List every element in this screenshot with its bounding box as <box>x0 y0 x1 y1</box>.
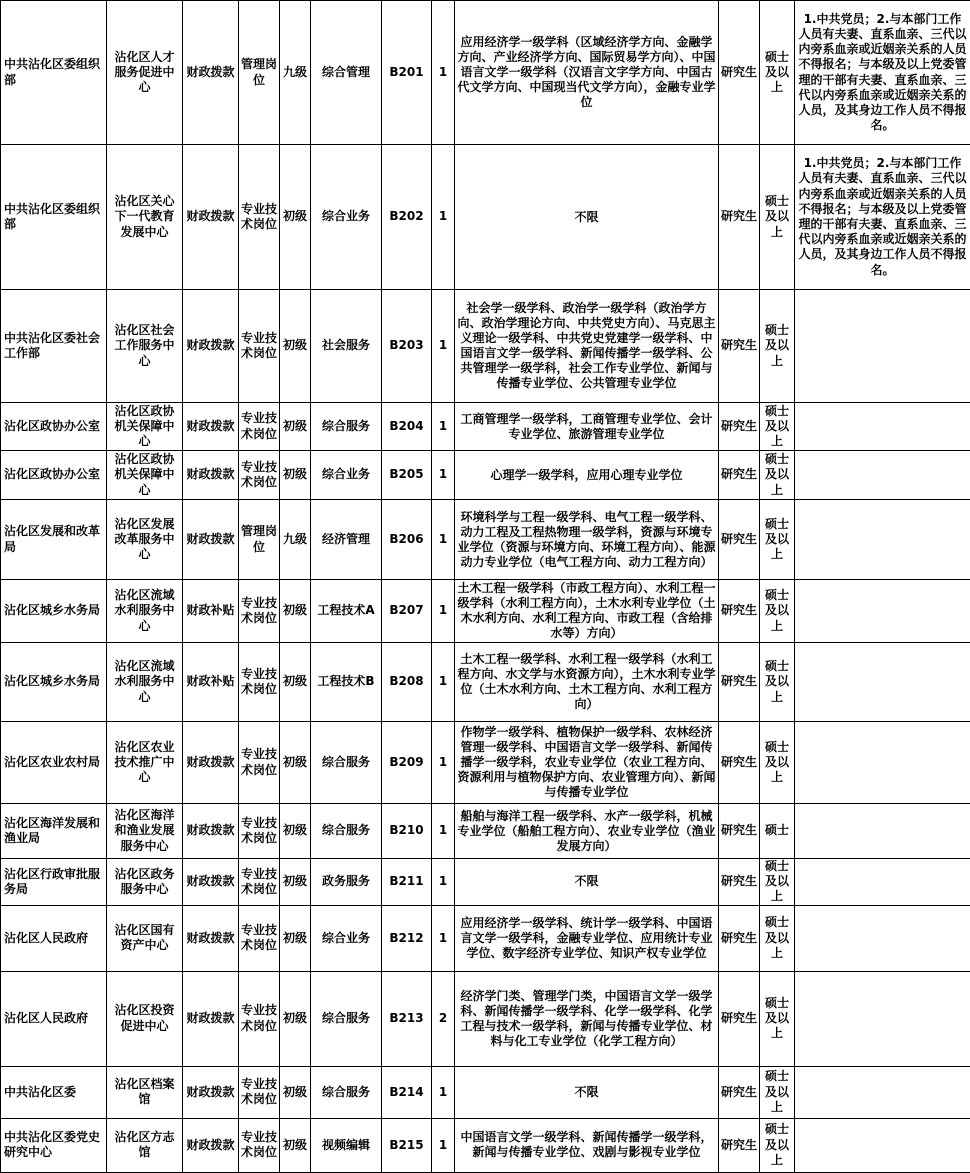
position-cell: 社会服务 <box>311 290 382 403</box>
category-cell: 专业技术岗位 <box>239 971 280 1066</box>
education-cell: 研究生 <box>719 1118 760 1172</box>
other-cell: 1.中共党员；2.与本部门工作人员有夫妻、直系血亲、三代以内旁系血亲或近姻亲关系的人员不得报名；与本级及以上党委管理的干部有夫妻、直系血亲、三代以内旁系血亲或近姻亲关系的人员，及其身边工作人员不得报名。 <box>795 1 970 145</box>
dept-cell: 中共沾化区委党史研究中心 <box>1 1118 107 1172</box>
unit-cell: 沾化区关心下一代教育发展中心 <box>107 145 183 290</box>
education-cell: 研究生 <box>719 500 760 580</box>
other-cell <box>795 1066 970 1118</box>
category-cell: 专业技术岗位 <box>239 643 280 722</box>
dept-cell: 中共沾化区委组织部 <box>1 145 107 290</box>
count-cell: 1 <box>432 290 455 403</box>
table-row <box>1 145 970 290</box>
unit-cell: 沾化区发展改革服务中心 <box>107 500 183 580</box>
level-cell: 初级 <box>280 145 311 290</box>
level-cell: 初级 <box>280 580 311 643</box>
category-cell: 专业技术岗位 <box>239 905 280 971</box>
funding-cell: 财政拨款 <box>183 859 239 906</box>
degree-cell: 硕士及以上 <box>760 403 795 451</box>
code-cell: B205 <box>382 451 432 500</box>
level-cell: 九级 <box>280 1 311 145</box>
position-cell: 综合业务 <box>311 451 382 500</box>
category-cell: 专业技术岗位 <box>239 804 280 859</box>
unit-cell: 沾化区政协机关保障中心 <box>107 403 183 451</box>
major-cell: 心理学一级学科，应用心理专业学位 <box>455 451 719 500</box>
major-cell: 土木工程一级学科（市政工程方向）、水利工程一级学科（水利工程方向），土木水利专业学位（土木水利方向、水利工程方向、市政工程（含给排水等）方向） <box>455 580 719 643</box>
dept-cell: 中共沾化区委组织部 <box>1 1 107 145</box>
major-cell: 不限 <box>455 859 719 906</box>
category-cell: 专业技术岗位 <box>239 580 280 643</box>
table-row <box>1 1118 970 1172</box>
code-cell: B207 <box>382 580 432 643</box>
education-cell: 研究生 <box>719 1066 760 1118</box>
unit-cell: 沾化区流域水利服务中心 <box>107 643 183 722</box>
code-cell: B209 <box>382 722 432 804</box>
other-cell <box>795 859 970 906</box>
position-cell: 综合服务 <box>311 971 382 1066</box>
unit-cell: 沾化区社会工作服务中心 <box>107 290 183 403</box>
funding-cell: 财政拨款 <box>183 1 239 145</box>
major-cell: 环境科学与工程一级学科、电气工程一级学科、动力工程及工程热物理一级学科，资源与环境专业学位（资源与环境方向、环境工程方向）、能源动力专业学位（电气工程方向、动力工程方向） <box>455 500 719 580</box>
other-cell <box>795 580 970 643</box>
count-cell: 1 <box>432 145 455 290</box>
unit-cell: 沾化区国有资产中心 <box>107 905 183 971</box>
position-cell: 综合业务 <box>311 905 382 971</box>
level-cell: 初级 <box>280 971 311 1066</box>
level-cell: 初级 <box>280 290 311 403</box>
position-cell: 综合业务 <box>311 145 382 290</box>
degree-cell: 硕士 <box>760 804 795 859</box>
level-cell: 九级 <box>280 500 311 580</box>
other-cell <box>795 290 970 403</box>
other-cell <box>795 971 970 1066</box>
table-row <box>1 905 970 971</box>
position-cell: 政务服务 <box>311 859 382 906</box>
education-cell: 研究生 <box>719 971 760 1066</box>
major-cell: 土木工程一级学科、水利工程一级学科（水利工程方向、水文学与水资源方向），土木水利专业学位（土木水利方向、土木工程方向、水利工程方向） <box>455 643 719 722</box>
position-cell: 综合服务 <box>311 804 382 859</box>
education-cell: 研究生 <box>719 145 760 290</box>
level-cell: 初级 <box>280 859 311 906</box>
degree-cell: 硕士及以上 <box>760 500 795 580</box>
position-cell: 综合服务 <box>311 722 382 804</box>
category-cell: 专业技术岗位 <box>239 451 280 500</box>
other-cell <box>795 1118 970 1172</box>
level-cell: 初级 <box>280 403 311 451</box>
count-cell: 1 <box>432 859 455 906</box>
dept-cell: 沾化区政协办公室 <box>1 403 107 451</box>
dept-cell: 沾化区人民政府 <box>1 905 107 971</box>
education-cell: 研究生 <box>719 403 760 451</box>
position-cell: 综合服务 <box>311 403 382 451</box>
degree-cell: 硕士及以上 <box>760 580 795 643</box>
table-row <box>1 580 970 643</box>
other-cell <box>795 403 970 451</box>
count-cell: 1 <box>432 905 455 971</box>
dept-cell: 沾化区农业农村局 <box>1 722 107 804</box>
category-cell: 专业技术岗位 <box>239 1066 280 1118</box>
funding-cell: 财政拨款 <box>183 905 239 971</box>
count-cell: 1 <box>432 580 455 643</box>
education-cell: 研究生 <box>719 451 760 500</box>
education-cell: 研究生 <box>719 804 760 859</box>
unit-cell: 沾化区政协机关保障中心 <box>107 451 183 500</box>
table-row <box>1 403 970 451</box>
funding-cell: 财政拨款 <box>183 403 239 451</box>
code-cell: B204 <box>382 403 432 451</box>
funding-cell: 财政拨款 <box>183 804 239 859</box>
dept-cell: 沾化区行政审批服务局 <box>1 859 107 906</box>
degree-cell: 硕士及以上 <box>760 971 795 1066</box>
count-cell: 1 <box>432 1066 455 1118</box>
table-row <box>1 859 970 906</box>
level-cell: 初级 <box>280 1118 311 1172</box>
major-cell: 不限 <box>455 145 719 290</box>
unit-cell: 沾化区政务服务中心 <box>107 859 183 906</box>
count-cell: 1 <box>432 804 455 859</box>
other-cell <box>795 804 970 859</box>
degree-cell: 硕士及以上 <box>760 145 795 290</box>
dept-cell: 沾化区政协办公室 <box>1 451 107 500</box>
major-cell: 作物学一级学科、植物保护一级学科、农林经济管理一级学科、中国语言文学一级学科、新闻传播学一级学科，农业专业学位（农业工程方向、资源利用与植物保护方向、农业管理方向）、新闻与传播专业学位 <box>455 722 719 804</box>
other-cell <box>795 500 970 580</box>
code-cell: B208 <box>382 643 432 722</box>
education-cell: 研究生 <box>719 643 760 722</box>
code-cell: B212 <box>382 905 432 971</box>
count-cell: 1 <box>432 500 455 580</box>
code-cell: B215 <box>382 1118 432 1172</box>
unit-cell: 沾化区方志馆 <box>107 1118 183 1172</box>
table-row <box>1 1 970 145</box>
degree-cell: 硕士及以上 <box>760 905 795 971</box>
education-cell: 研究生 <box>719 580 760 643</box>
major-cell: 应用经济学一级学科（区域经济学方向、金融学方向、产业经济学方向、国际贸易学方向）、中国语言文学一级学科（汉语言文字学方向、中国古代文学方向、中国现当代文学方向），金融专业学位 <box>455 1 719 145</box>
funding-cell: 财政拨款 <box>183 500 239 580</box>
degree-cell: 硕士及以上 <box>760 1118 795 1172</box>
degree-cell: 硕士及以上 <box>760 643 795 722</box>
category-cell: 专业技术岗位 <box>239 290 280 403</box>
funding-cell: 财政拨款 <box>183 722 239 804</box>
code-cell: B202 <box>382 145 432 290</box>
level-cell: 初级 <box>280 1066 311 1118</box>
unit-cell: 沾化区流域水利服务中心 <box>107 580 183 643</box>
funding-cell: 财政拨款 <box>183 971 239 1066</box>
level-cell: 初级 <box>280 804 311 859</box>
table-row <box>1 290 970 403</box>
unit-cell: 沾化区投资促进中心 <box>107 971 183 1066</box>
other-cell <box>795 451 970 500</box>
count-cell: 1 <box>432 1118 455 1172</box>
major-cell: 中国语言文学一级学科、新闻传播学一级学科，新闻与传播专业学位、戏剧与影视专业学位 <box>455 1118 719 1172</box>
funding-cell: 财政拨款 <box>183 1118 239 1172</box>
table-row <box>1 1066 970 1118</box>
count-cell: 1 <box>432 643 455 722</box>
level-cell: 初级 <box>280 451 311 500</box>
other-cell <box>795 722 970 804</box>
count-cell: 1 <box>432 722 455 804</box>
dept-cell: 沾化区城乡水务局 <box>1 643 107 722</box>
position-cell: 经济管理 <box>311 500 382 580</box>
position-cell: 综合服务 <box>311 1066 382 1118</box>
unit-cell: 沾化区海洋和渔业发展服务中心 <box>107 804 183 859</box>
count-cell: 1 <box>432 403 455 451</box>
count-cell: 2 <box>432 971 455 1066</box>
dept-cell: 沾化区城乡水务局 <box>1 580 107 643</box>
education-cell: 研究生 <box>719 290 760 403</box>
level-cell: 初级 <box>280 643 311 722</box>
other-cell <box>795 905 970 971</box>
position-cell: 工程技术B <box>311 643 382 722</box>
education-cell: 研究生 <box>719 859 760 906</box>
major-cell: 社会学一级学科、政治学一级学科（政治学方向、政治学理论方向、中共党史方向）、马克思主义理论一级学科、中共党史党建学一级学科、中国语言文学一级学科、新闻传播学一级学科、公共管理学一级学科，社会工作专业学位、新闻与传播专业学位、公共管理专业学位 <box>455 290 719 403</box>
count-cell: 1 <box>432 451 455 500</box>
table-row <box>1 451 970 500</box>
funding-cell: 财政拨款 <box>183 290 239 403</box>
education-cell: 研究生 <box>719 905 760 971</box>
job-table-body <box>1 1 970 1173</box>
category-cell: 专业技术岗位 <box>239 403 280 451</box>
education-cell: 研究生 <box>719 722 760 804</box>
position-cell: 综合管理 <box>311 1 382 145</box>
position-cell: 工程技术A <box>311 580 382 643</box>
category-cell: 专业技术岗位 <box>239 859 280 906</box>
degree-cell: 硕士及以上 <box>760 859 795 906</box>
table-row <box>1 804 970 859</box>
unit-cell: 沾化区档案馆 <box>107 1066 183 1118</box>
major-cell: 船舶与海洋工程一级学科、水产一级学科，机械专业学位（船舶工程方向）、农业专业学位（渔业发展方向） <box>455 804 719 859</box>
degree-cell: 硕士及以上 <box>760 451 795 500</box>
major-cell: 经济学门类、管理学门类，中国语言文学一级学科、新闻传播学一级学科、化学一级学科、化学工程与技术一级学科，新闻与传播专业学位、材料与化工专业学位（化学工程方向） <box>455 971 719 1066</box>
level-cell: 初级 <box>280 722 311 804</box>
table-row <box>1 643 970 722</box>
unit-cell: 沾化区人才服务促进中心 <box>107 1 183 145</box>
code-cell: B201 <box>382 1 432 145</box>
degree-cell: 硕士及以上 <box>760 1066 795 1118</box>
position-cell: 视频编辑 <box>311 1118 382 1172</box>
unit-cell: 沾化区农业技术推广中心 <box>107 722 183 804</box>
degree-cell: 硕士及以上 <box>760 1 795 145</box>
degree-cell: 硕士及以上 <box>760 722 795 804</box>
table-row <box>1 722 970 804</box>
other-cell: 1.中共党员；2.与本部门工作人员有夫妻、直系血亲、三代以内旁系血亲或近姻亲关系的人员不得报名；与本级及以上党委管理的干部有夫妻、直系血亲、三代以内旁系血亲或近姻亲关系的人员，及其身边工作人员不得报名。 <box>795 145 970 290</box>
funding-cell: 财政拨款 <box>183 1066 239 1118</box>
code-cell: B203 <box>382 290 432 403</box>
table-row <box>1 971 970 1066</box>
degree-cell: 硕士及以上 <box>760 290 795 403</box>
other-cell <box>795 643 970 722</box>
category-cell: 专业技术岗位 <box>239 722 280 804</box>
major-cell: 不限 <box>455 1066 719 1118</box>
level-cell: 初级 <box>280 905 311 971</box>
funding-cell: 财政补贴 <box>183 580 239 643</box>
dept-cell: 中共沾化区委 <box>1 1066 107 1118</box>
funding-cell: 财政补贴 <box>183 643 239 722</box>
dept-cell: 沾化区人民政府 <box>1 971 107 1066</box>
education-cell: 研究生 <box>719 1 760 145</box>
category-cell: 管理岗位 <box>239 1 280 145</box>
table-row <box>1 500 970 580</box>
major-cell: 应用经济学一级学科、统计学一级学科、中国语言文学一级学科，金融专业学位、应用统计专业学位、数字经济专业学位、知识产权专业学位 <box>455 905 719 971</box>
category-cell: 专业技术岗位 <box>239 145 280 290</box>
code-cell: B210 <box>382 804 432 859</box>
code-cell: B213 <box>382 971 432 1066</box>
funding-cell: 财政拨款 <box>183 145 239 290</box>
dept-cell: 沾化区海洋发展和渔业局 <box>1 804 107 859</box>
dept-cell: 中共沾化区委社会工作部 <box>1 290 107 403</box>
funding-cell: 财政拨款 <box>183 451 239 500</box>
major-cell: 工商管理学一级学科，工商管理专业学位、会计专业学位、旅游管理专业学位 <box>455 403 719 451</box>
dept-cell: 沾化区发展和改革局 <box>1 500 107 580</box>
code-cell: B211 <box>382 859 432 906</box>
code-cell: B214 <box>382 1066 432 1118</box>
code-cell: B206 <box>382 500 432 580</box>
category-cell: 专业技术岗位 <box>239 1118 280 1172</box>
category-cell: 管理岗位 <box>239 500 280 580</box>
count-cell: 1 <box>432 1 455 145</box>
